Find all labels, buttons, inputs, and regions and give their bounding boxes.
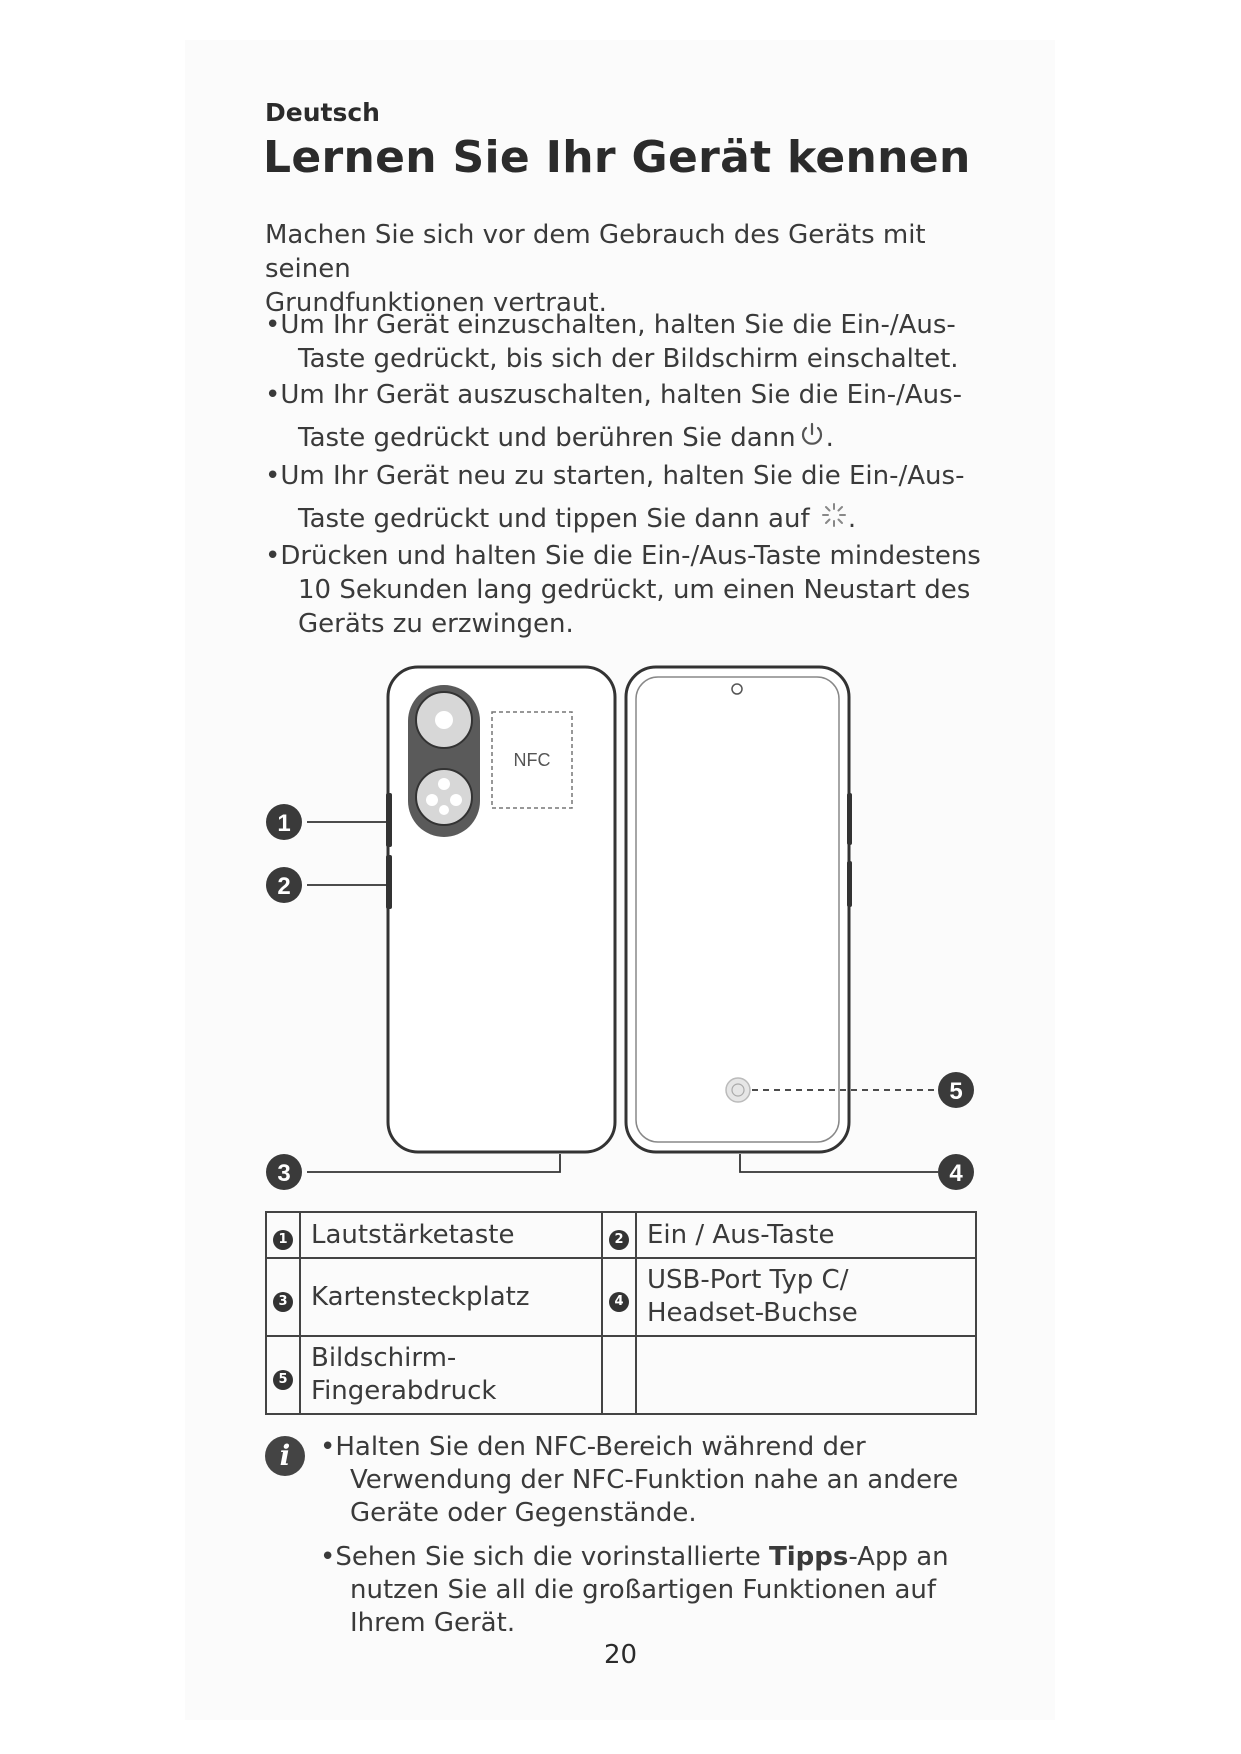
intro-line: Machen Sie sich vor dem Gebrauch des Geräts mit seinen bbox=[265, 220, 926, 284]
page-number: 20 bbox=[603, 1640, 638, 1670]
note-line: Geräte oder Gegenstände. bbox=[350, 1498, 697, 1528]
legend-label: Kartensteckplatz bbox=[300, 1258, 602, 1336]
bullet-line-end: . bbox=[847, 504, 857, 534]
svg-text:4: 4 bbox=[949, 1160, 963, 1187]
bullet-line: •Um Ihr Gerät einzuschalten, halten Sie die Ein-/Aus- bbox=[265, 310, 956, 340]
callout-5 bbox=[938, 1072, 974, 1108]
svg-text:1: 1 bbox=[277, 810, 291, 837]
bullet-line: •Drücken und halten Sie die Ein-/Aus-Taste mindestens bbox=[265, 541, 981, 571]
page-title: Lernen Sie Ihr Gerät kennen bbox=[263, 132, 971, 183]
language-label: Deutsch bbox=[265, 98, 380, 127]
legend-number: 5 bbox=[266, 1336, 300, 1414]
legend-empty-cell bbox=[636, 1336, 976, 1414]
note-line: •Halten Sie den NFC-Bereich während der bbox=[320, 1432, 866, 1462]
legend-number: 2 bbox=[602, 1212, 636, 1258]
tips-app-name: Tipps bbox=[769, 1542, 849, 1572]
note-line: Verwendung der NFC-Funktion nahe an andere bbox=[350, 1465, 959, 1495]
table-row bbox=[266, 1336, 976, 1414]
legend-label: Bildschirm- Fingerabdruck bbox=[300, 1336, 602, 1414]
note-tips bbox=[320, 1541, 1020, 1640]
fingerprint-icon bbox=[726, 1078, 750, 1102]
bullet-line: Taste gedrückt und berühren Sie dann bbox=[298, 423, 796, 453]
callout-1 bbox=[266, 804, 302, 840]
bullet-line: •Um Ihr Gerät neu zu starten, halten Sie die Ein-/Aus- bbox=[265, 461, 965, 491]
callout-3 bbox=[266, 1154, 302, 1190]
table-row bbox=[266, 1258, 976, 1336]
bullet-line: Taste gedrückt, bis sich der Bildschirm einschaltet. bbox=[298, 344, 959, 374]
legend-number: 3 bbox=[266, 1258, 300, 1336]
legend-label: USB-Port Typ C/ Headset-Buchse bbox=[636, 1258, 976, 1336]
phone-front-view bbox=[626, 667, 852, 1152]
legend-number: 1 bbox=[266, 1212, 300, 1258]
phone-back-view bbox=[386, 667, 615, 1152]
note-line: Ihrem Gerät. bbox=[350, 1608, 516, 1638]
callout-2 bbox=[266, 867, 302, 903]
bullet-line: Taste gedrückt und tippen Sie dann auf bbox=[298, 504, 810, 534]
legend-label: Lautstärketaste bbox=[300, 1212, 602, 1258]
note-line: •Sehen Sie sich die vorinstallierte bbox=[320, 1542, 770, 1572]
svg-text:5: 5 bbox=[949, 1078, 963, 1105]
svg-text:3: 3 bbox=[277, 1160, 291, 1187]
legend-empty-cell bbox=[602, 1336, 636, 1414]
bullet-line: •Um Ihr Gerät auszuschalten, halten Sie die Ein-/Aus- bbox=[265, 380, 963, 410]
info-icon: i bbox=[265, 1436, 305, 1476]
note-line: nutzen Sie all die großartigen Funktionen auf bbox=[350, 1575, 937, 1605]
legend-label: Ein / Aus-Taste bbox=[636, 1212, 976, 1258]
intro-line: Grundfunktionen vertraut. bbox=[265, 288, 607, 318]
nfc-label: NFC bbox=[513, 750, 551, 770]
legend-number: 4 bbox=[602, 1258, 636, 1336]
note-line: -App an bbox=[848, 1542, 949, 1572]
svg-text:2: 2 bbox=[277, 873, 291, 900]
table-row bbox=[266, 1212, 976, 1258]
bullet-line-end: . bbox=[825, 423, 834, 453]
callout-4 bbox=[938, 1154, 974, 1190]
note-nfc bbox=[320, 1431, 1020, 1530]
bullet-line: 10 Sekunden lang gedrückt, um einen Neustart des bbox=[298, 575, 971, 605]
bullet-line: Geräts zu erzwingen. bbox=[298, 609, 574, 639]
legend-table bbox=[265, 1211, 977, 1415]
